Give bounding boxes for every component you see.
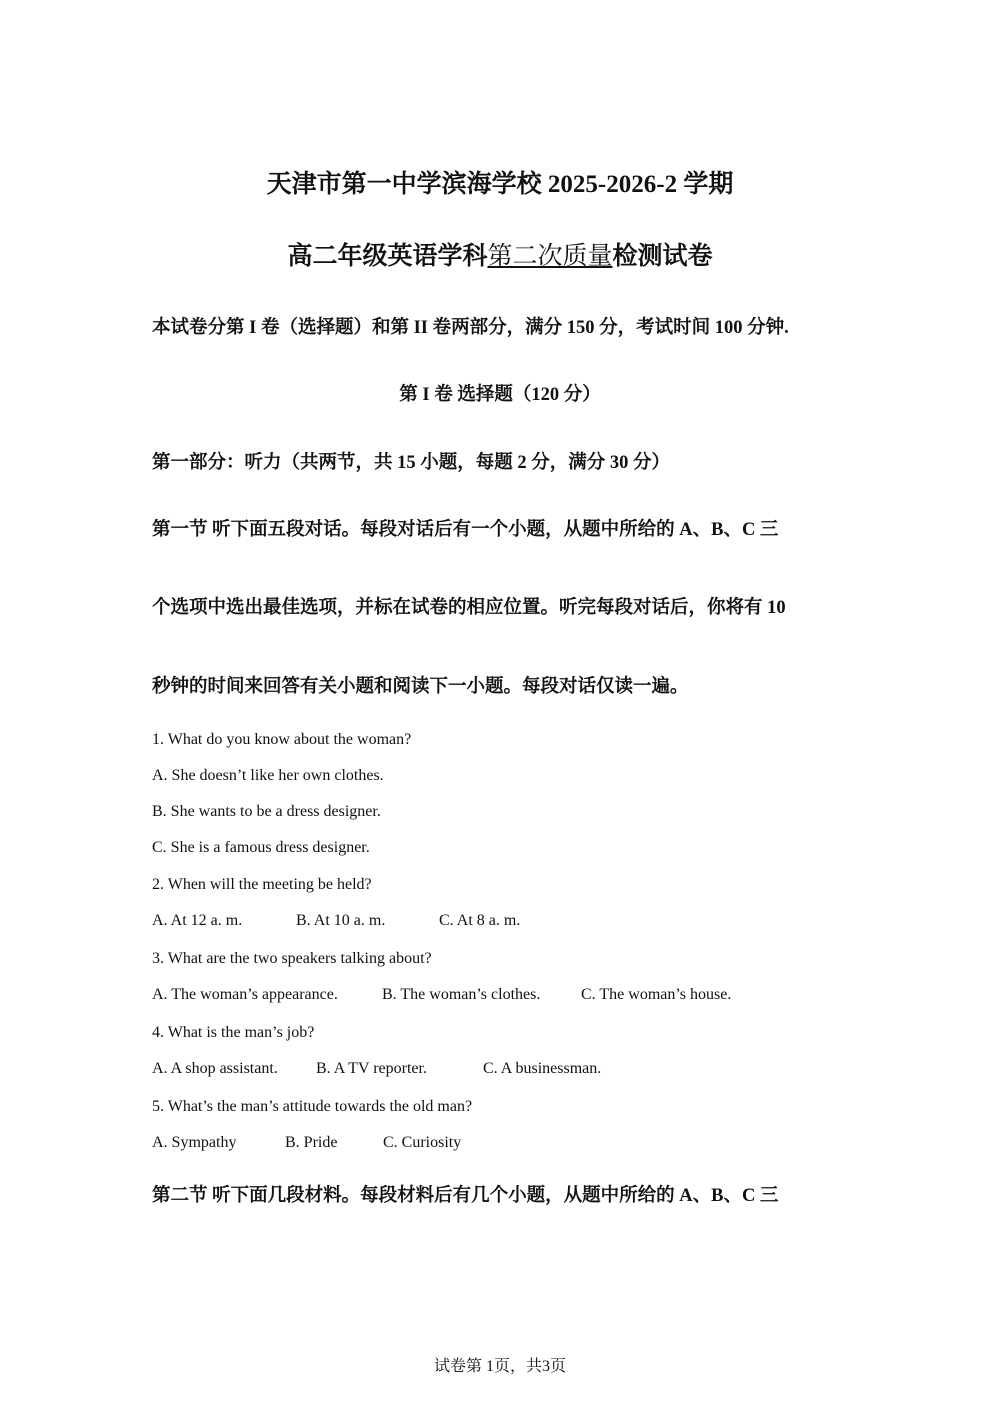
question-option: B. A TV reporter.: [316, 1060, 427, 1077]
question-option: B. At 10 a. m.: [296, 912, 386, 929]
question-stem: 1. What do you know about the woman?: [152, 731, 412, 748]
document-subtitle: [0, 242, 1000, 272]
question-option: B. She wants to be a dress designer.: [152, 803, 381, 820]
document-title: 天津市第一中学滨海学校 2025-2026-2 学期: [266, 171, 734, 198]
question-option: C. A businessman.: [483, 1060, 602, 1077]
volume1-title: 第 I 卷 选择题（120 分）: [399, 385, 601, 405]
question-option: B. The woman’s clothes.: [382, 986, 541, 1003]
question-option: A. She doesn’t like her own clothes.: [152, 767, 384, 784]
page-footer: 试卷第 1页，共3页: [433, 1358, 566, 1375]
part1-heading: 第一部分：听力（共两节，共 15 小题，每题 2 分，满分 30 分）: [152, 453, 671, 473]
question-option: A. The woman’s appearance.: [152, 986, 338, 1003]
question-option: B. Pride: [285, 1134, 338, 1151]
subtitle-part-3: 检测试卷: [612, 243, 713, 270]
question-options-row: [152, 1133, 461, 1153]
section1-instruction-line: 个选项中选出最佳选项，并标在试卷的相应位置。听完每段对话后，你将有 10: [152, 598, 786, 618]
question-option: A. At 12 a. m.: [152, 912, 243, 929]
question-option: A. Sympathy: [152, 1134, 237, 1151]
question-stem: 3. What are the two speakers talking about?: [152, 950, 432, 967]
question-stem: 5. What’s the man’s attitude towards the old man?: [152, 1098, 473, 1115]
section2-instruction-line: 第二节 听下面几段材料。每段材料后有几个小题，从题中所给的 A、B、C 三: [152, 1186, 779, 1206]
question-options-row: [152, 985, 731, 1005]
question-options-row: [152, 1059, 601, 1079]
question-option: C. The woman’s house.: [581, 986, 732, 1003]
question-option: C. She is a famous dress designer.: [152, 839, 370, 856]
question-stem: 2. When will the meeting be held?: [152, 876, 372, 893]
question-option: A. A shop assistant.: [152, 1060, 278, 1077]
exam-intro: 本试卷分第 I 卷（选择题）和第 II 卷两部分，满分 150 分，考试时间 100 分钟.: [152, 318, 789, 338]
question-stem: 4. What is the man’s job?: [152, 1024, 315, 1041]
question-option: C. At 8 a. m.: [439, 912, 521, 929]
section1-instruction-line: 秒钟的时间来回答有关小题和阅读下一小题。每段对话仅读一遍。: [152, 677, 689, 697]
question-option: C. Curiosity: [383, 1134, 462, 1151]
subtitle-part-1: 高二年级英语学科: [287, 243, 488, 270]
question-options-row: [152, 911, 520, 931]
section1-instruction-line: 第一节 听下面五段对话。每段对话后有一个小题，从题中所给的 A、B、C 三: [152, 520, 779, 540]
subtitle-underlined-part: 第二次质量: [487, 243, 613, 270]
